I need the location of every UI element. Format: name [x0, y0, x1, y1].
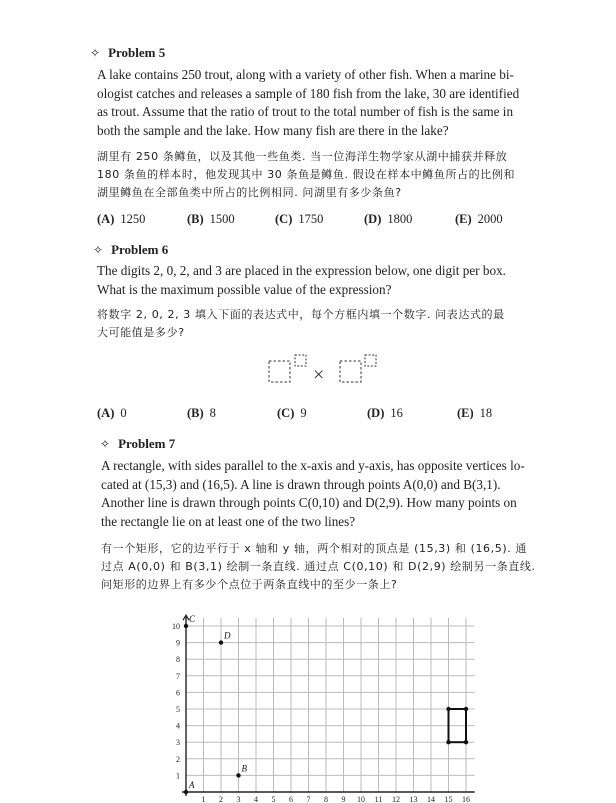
point-b	[236, 773, 240, 777]
base-box-2	[340, 361, 361, 382]
choice-a: (A) 1250	[97, 212, 146, 226]
problem-7-chinese-text: 有一个矩形，它的边平行于 x 轴和 y 轴，两个相对的顶点是 (15,3) 和 (16,5). 通 过点 A(0,0) 和 B(3,1) 绘制一条直线. 通过点 C(0,10) 和 D(2,9) 绘制另一条直线. 问矩形的边界上有多少个点位于两条直线中的至少一条上?	[101, 542, 536, 591]
y-tick-label: 9	[176, 638, 180, 648]
y-tick-labels	[172, 622, 180, 780]
x-tick-label: 1	[201, 795, 206, 803]
point-layer	[184, 614, 248, 794]
x-tick-label: 3	[236, 795, 241, 803]
x-tick-label: 9	[341, 795, 346, 803]
problem-7-title: ✧ Problem 7	[100, 436, 176, 451]
exponent-box-2	[365, 355, 376, 366]
x-tick-label: 5	[271, 795, 276, 803]
rectangle-vertex	[464, 740, 468, 744]
choice-d: (D) 16	[367, 406, 403, 420]
point-label-b: B	[241, 763, 247, 774]
base-box-1	[269, 361, 290, 382]
choice-c: (C) 1750	[275, 212, 324, 226]
x-tick-label: 14	[427, 795, 435, 803]
problem-5-title: ✧ Problem 5	[90, 45, 166, 60]
x-tick-label: 16	[462, 795, 470, 803]
x-tick-label: 8	[324, 795, 328, 803]
x-tick-label: 10	[357, 795, 365, 803]
point-a	[184, 790, 188, 794]
y-tick-label: 6	[176, 688, 180, 698]
point-d	[219, 640, 223, 644]
x-tick-label: 2	[219, 795, 223, 803]
choice-e: (E) 18	[457, 406, 493, 420]
problem-5-text: A lake contains 250 trout, along with a variety of other fish. When a marine bi- ologist catches and releases a sample of 180 fish from the lake, 30 are identified as trout. Assume that the ratio of trout to the total number of fish is the same in both the sample and the lake. How many fish are there in the lake?	[97, 67, 520, 138]
grid-lines	[186, 618, 475, 792]
x-tick-label: 6	[289, 795, 293, 803]
x-tick-label: 13	[409, 795, 418, 803]
expression-boxes	[262, 352, 386, 392]
rectangle-vertex	[464, 707, 468, 711]
choice-a: (A) 0	[97, 406, 127, 420]
problem-7-text: A rectangle, with sides parallel to the x-axis and y-axis, has opposite vertices lo- cated at (15,3) and (16,5). A line is drawn through points A(0,0) and B(3,1). Another line is drawn through points C(0,10) and D(2,9). How many points on the rectangle lie on at least one of the two lines?	[101, 458, 525, 529]
y-tick-label: 2	[176, 754, 180, 764]
y-tick-label: 4	[176, 721, 180, 731]
choice-e: (E) 2000	[455, 212, 503, 226]
x-tick-label: 11	[374, 795, 383, 803]
x-tick-label: 15	[444, 795, 453, 803]
y-tick-label: 8	[176, 655, 180, 665]
y-tick-label: 3	[176, 738, 180, 748]
y-tick-label: 10	[172, 622, 180, 631]
point-label-c: C	[189, 614, 196, 624]
x-tick-label: 4	[254, 795, 258, 803]
x-tick-labels	[202, 795, 471, 803]
x-tick-label: 7	[306, 795, 311, 803]
problem-6-title: ✧ Problem 6	[93, 242, 169, 257]
exponent-box-1	[295, 355, 306, 366]
point-c	[184, 624, 188, 628]
diamond-outline-icon: ✧	[93, 243, 104, 257]
times-operator: ×	[313, 364, 325, 386]
diamond-outline-icon: ✧	[100, 437, 111, 451]
choice-d: (D) 1800	[364, 212, 413, 226]
x-tick-label: 12	[392, 795, 400, 803]
choice-c: (C) 9	[277, 406, 307, 420]
diamond-outline-icon: ✧	[90, 46, 101, 60]
y-tick-label: 1	[176, 771, 180, 781]
point-label-a: A	[189, 780, 195, 790]
problem-6-chinese-text: 将数字 2, 0, 2, 3 填入下面的表达式中，每个方框内填一个数字. 问表达式的最 大可能值是多少?	[97, 308, 505, 339]
rectangle-vertex	[446, 740, 450, 744]
rectangle-vertex	[446, 707, 450, 711]
problem-5-chinese-text: 湖里有 250 条鳟鱼，以及其他一些鱼类. 当一位海洋生物学家从湖中捕获并释放 180 条鱼的样本时，他发现其中 30 条鱼是鳟鱼. 假设在样本中鳟鱼所占的比例和 湖里鳟鱼在全部鱼类中所占的比例相同. 问湖里有多少条鱼?	[97, 150, 516, 199]
y-tick-label: 5	[176, 705, 180, 714]
problem-6-text: The digits 2, 0, 2, and 3 are placed in the expression below, one digit per box. What is the maximum possible value of the expression?	[97, 263, 506, 297]
y-tick-label: 7	[176, 671, 180, 681]
choice-b: (B) 8	[187, 406, 216, 420]
choice-b: (B) 1500	[187, 212, 235, 226]
coordinate-grid	[160, 600, 500, 803]
point-label-d: D	[224, 630, 231, 641]
